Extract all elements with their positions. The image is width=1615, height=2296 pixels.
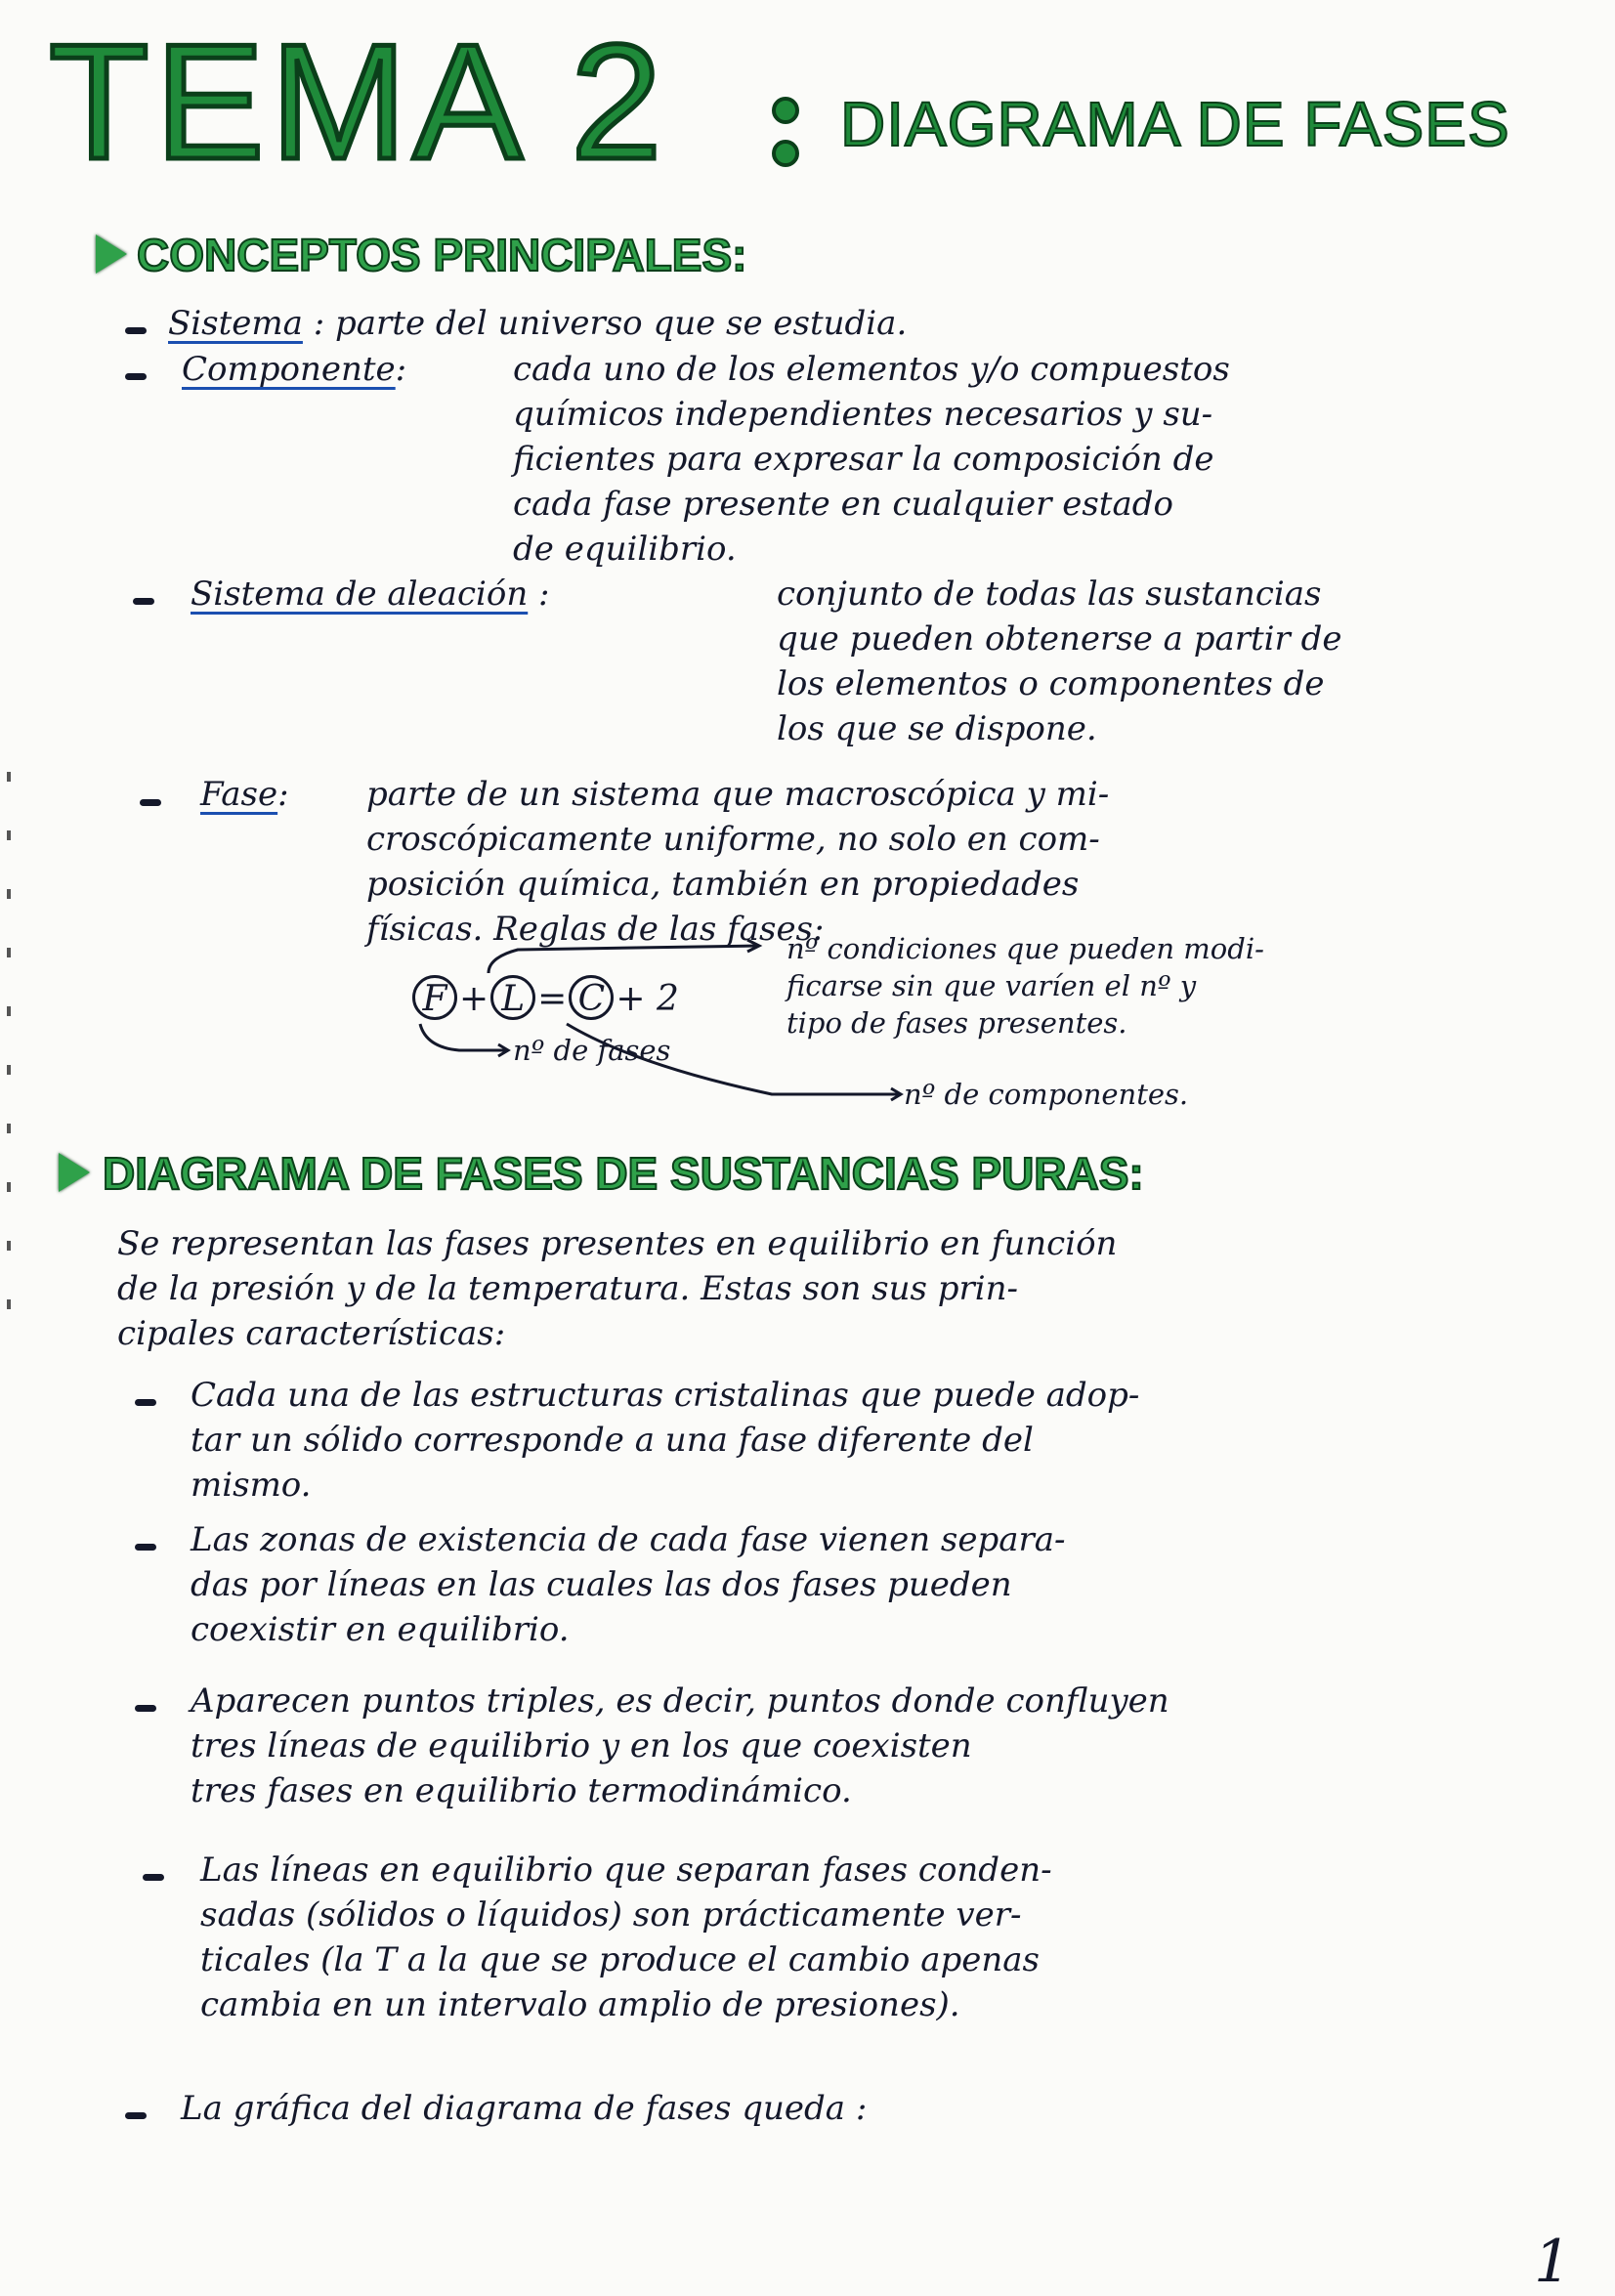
term-sistema-aleacion: Sistema de aleación : — [191, 574, 550, 614]
dash-bullet — [125, 2112, 147, 2119]
formula-C: C — [569, 975, 614, 1020]
dash-bullet — [140, 799, 161, 806]
page-subtitle: DIAGRAMA DE FASES — [840, 89, 1510, 159]
page-number: 1 — [1534, 2228, 1572, 2296]
bullet-grafica: La gráfica del diagrama de fases queda : — [181, 2089, 868, 2128]
formula-L: L — [490, 975, 535, 1020]
definition-text: parte del universo que se estudia. — [335, 304, 908, 343]
term-label: Sistema — [168, 304, 303, 343]
definition-sistema-aleacion: conjunto de todas las sustancias que pueden obtenerse a partir de los elementos o componentes de los que se dispone. — [777, 574, 1342, 748]
section-heading-conceptos: CONCEPTOS PRINCIPALES: — [137, 230, 747, 280]
bullet-estructuras: Cada una de las estructuras cristalinas que puede adop- tar un sólido corresponde a una fase diferente del mismo. — [191, 1376, 1140, 1505]
dash-bullet — [133, 598, 154, 605]
formula-F: F — [412, 975, 457, 1020]
note-fases: nº de fases — [513, 1034, 671, 1067]
formula-text: F + L = C + 2 — [410, 975, 679, 1020]
term-fase: Fase: — [200, 775, 289, 814]
title-colon — [772, 93, 801, 169]
dash-bullet — [143, 1874, 164, 1881]
page-title: TEMA 2 — [49, 10, 668, 193]
section2-intro: Se representan las fases presentes en equilibrio en función de la presión y de la temperatura. Estas son sus prin- cipales características: — [117, 1224, 1118, 1353]
bullet-puntos-triples: Aparecen puntos triples, es decir, puntos donde confluyen tres líneas de equilibrio y en los que coexisten tres fases en equilibrio termodinámico. — [191, 1681, 1169, 1810]
bullet-zonas: Las zonas de existencia de cada fase vienen separa- das por líneas en las cuales las dos fases pueden coexistir en equilibrio. — [191, 1520, 1066, 1649]
triangle-bullet-icon — [96, 234, 127, 274]
definition-componente: cada uno de los elementos y/o compuestos químicos independientes necesarios y su- ficientes para expresar la composición de cada fase presente en cualquier estado de equilibrio. — [513, 350, 1230, 569]
dash-bullet — [135, 1705, 156, 1712]
definition-sistema: Sistema : parte del universo que se estudia. — [168, 304, 908, 343]
note-componentes: nº de componentes. — [904, 1078, 1189, 1111]
dash-bullet — [125, 373, 147, 380]
margin-punch-marks — [7, 772, 11, 1319]
dash-bullet — [135, 1399, 156, 1406]
term-componente: Componente: — [182, 350, 407, 389]
definition-fase: parte de un sistema que macroscópica y mi- croscópicamente uniforme, no solo en com- posición química, también en propiedades físicas. Reglas de las fases: — [366, 775, 1110, 949]
bullet-lineas-equilibrio: Las líneas en equilibrio que separan fases conden- sadas (sólidos o líquidos) son prácticamente ver- ticales (la T a la que se produce el cambio apenas cambia en un intervalo amplio de presiones). — [200, 1850, 1052, 2024]
note-condiciones: nº condiciones que pueden modi- ficarse sin que varíen el nº y tipo de fases presentes. — [786, 932, 1264, 1040]
dash-bullet — [125, 327, 147, 334]
phase-rule-formula — [391, 932, 1612, 1133]
section-heading-diagrama: DIAGRAMA DE FASES DE SUSTANCIAS PURAS: — [103, 1148, 1144, 1199]
dash-bullet — [135, 1544, 156, 1551]
triangle-bullet-icon — [59, 1153, 90, 1192]
